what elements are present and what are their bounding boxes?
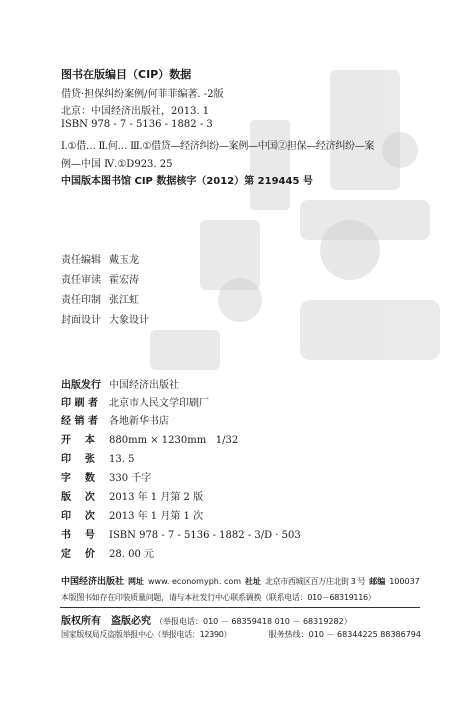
- pub-value: 中国经济出版社: [109, 380, 179, 391]
- pub-label: 字 数: [61, 473, 95, 484]
- cip-line-subjects: Ⅰ.①借… Ⅱ.何… Ⅲ.①借贷—经济纠纷—案例—中国②担保—经济纠纷—案: [61, 141, 375, 152]
- pub-value: 各地新华书店: [109, 416, 169, 427]
- pub-row: [61, 526, 301, 541]
- pub-row: [61, 412, 169, 427]
- pub-row: [61, 488, 203, 503]
- pub-label: 出版发行: [61, 380, 101, 391]
- cip-line-isbn: ISBN 978 - 7 - 5136 - 1882 - 3: [61, 119, 213, 130]
- pub-label: 经 销 者: [61, 416, 98, 427]
- cip-line-publisher: 北京：中国经济出版社，2013. 1: [61, 106, 210, 117]
- pub-row: [61, 545, 154, 560]
- divider: [60, 607, 420, 608]
- pub-value: ISBN 978 - 7 - 5136 - 1882 - 3/D · 503: [109, 530, 301, 541]
- postcode-label: 邮编: [369, 577, 386, 586]
- editor-value: 戴玉龙: [109, 255, 139, 266]
- website: www. economyph. com: [148, 577, 242, 586]
- cip-verification: 中国版本图书馆 CIP 数据核字（2012）第 219445 号: [61, 176, 313, 187]
- cip-line-classification: 例—中国 Ⅳ.①D923. 25: [61, 159, 173, 170]
- editor-row: [61, 291, 139, 306]
- pub-value: 880mm × 1230mm 1/32: [109, 435, 239, 446]
- report-phone: （举报电话：010 － 68359418 010 － 68319282）: [155, 617, 352, 626]
- editor-row: [61, 311, 149, 326]
- copyright-line: [61, 612, 352, 627]
- pub-label: 版 次: [61, 492, 95, 503]
- piracy-text: 盗版必究: [111, 616, 151, 627]
- pub-label: 书 号: [61, 530, 95, 541]
- pub-label: 定 价: [61, 549, 95, 560]
- editor-label: 责任编辑: [61, 255, 101, 266]
- cip-line-title: 借贷·担保纠纷案例/何菲菲编著. -2版: [61, 89, 224, 100]
- service-hotline: 服务热线：010 － 68344225 88386794: [268, 630, 421, 639]
- pub-value: 13. 5: [109, 454, 135, 465]
- footer-publisher: 中国经济出版社: [61, 577, 125, 587]
- website-label: 网址: [128, 577, 145, 586]
- pub-row: [61, 469, 151, 484]
- pub-row: [61, 450, 134, 465]
- copyright-text: 版权所有: [61, 616, 101, 627]
- editor-label: 责任审读: [61, 275, 101, 286]
- pub-value: 2013 年 1 月第 1 次: [109, 511, 204, 522]
- pub-label: 印 次: [61, 511, 95, 522]
- pub-row: [61, 431, 238, 446]
- hotline-line: [61, 629, 421, 640]
- editor-row: [61, 251, 139, 266]
- pub-value: 28. 00 元: [109, 549, 154, 560]
- pub-value: 2013 年 1 月第 2 版: [109, 492, 204, 503]
- pub-label: 印 张: [61, 454, 95, 465]
- editor-row: [61, 271, 139, 286]
- address: 北京市西城区百万庄北街 3 号: [265, 577, 366, 586]
- editor-value: 大象设计: [109, 315, 149, 326]
- pub-row: [61, 394, 209, 409]
- editor-label: 封面设计: [61, 315, 101, 326]
- editor-label: 责任印制: [61, 295, 101, 306]
- address-label: 社址: [245, 577, 262, 586]
- pub-row: [61, 376, 179, 391]
- pub-row: [61, 507, 203, 522]
- postcode: 100037: [389, 577, 420, 586]
- publisher-address-line: [61, 574, 420, 587]
- pub-value: 北京市人民文学印刷厂: [109, 398, 209, 409]
- editor-value: 霍宏涛: [109, 275, 139, 286]
- pub-label: 印 刷 者: [61, 398, 98, 409]
- pub-label: 开 本: [61, 435, 95, 446]
- cip-heading: 图书在版编目（CIP）数据: [61, 68, 192, 81]
- pub-value: 330 千字: [109, 473, 152, 484]
- editor-value: 张江虹: [109, 295, 139, 306]
- quality-notice: 本版图书如存在印装质量问题，请与本社发行中心联系调换（联系电话：010－68319116）: [61, 593, 376, 602]
- anti-piracy-office: 国家版权局反盗版举报中心（举报电话：12390）: [61, 630, 232, 639]
